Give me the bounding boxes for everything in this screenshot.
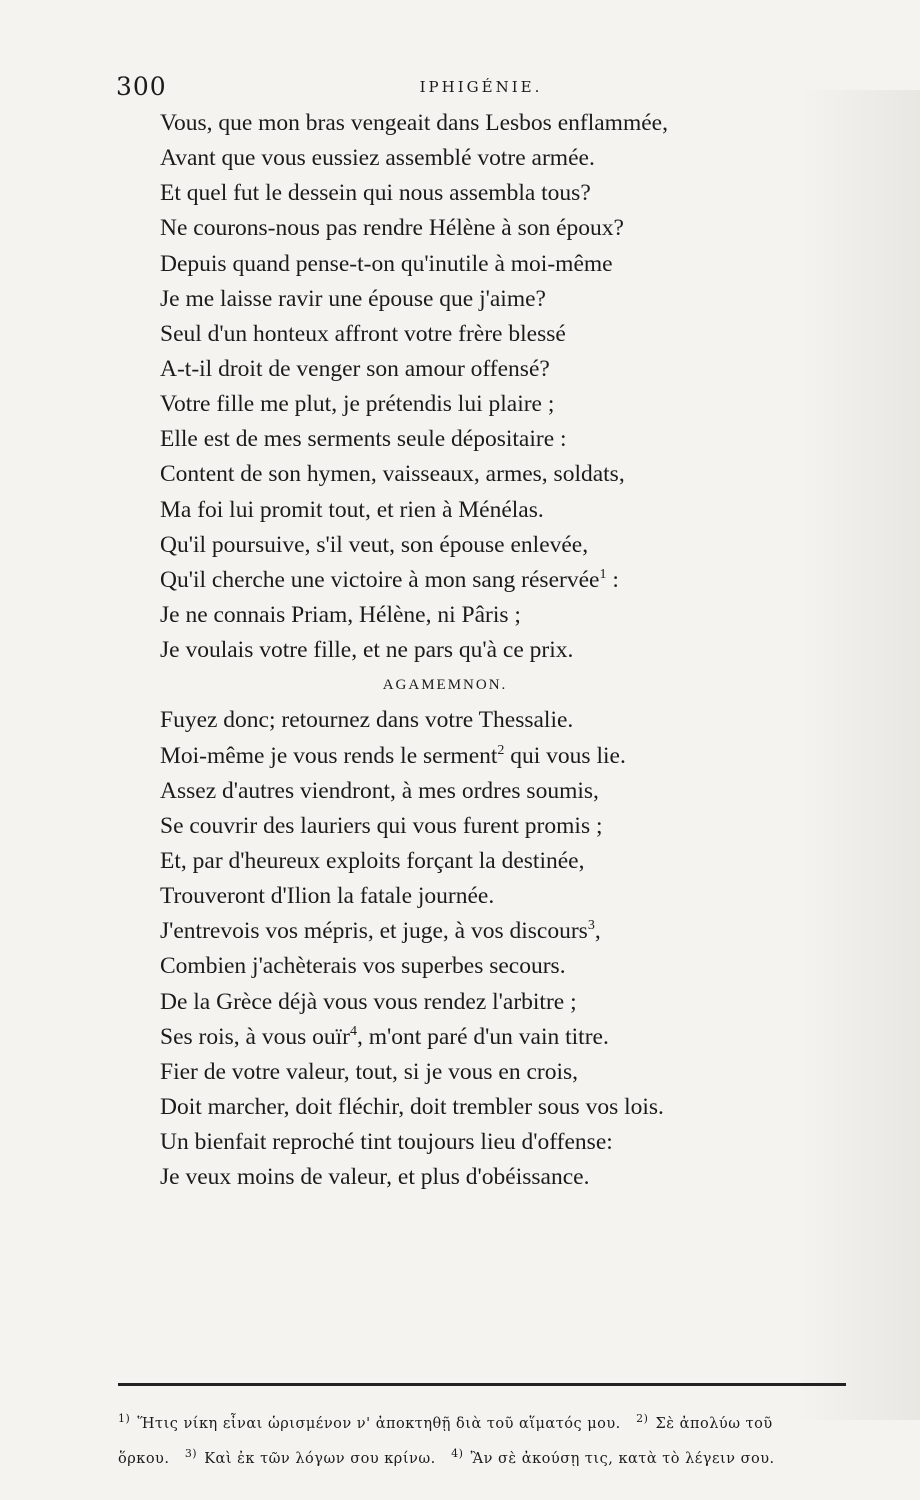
verse-line — [160, 493, 850, 528]
verse-line — [160, 949, 850, 984]
verse-text: A-t-il droit de venger son amour offensé? — [160, 355, 550, 382]
verse-text: Trouveront d'Ilion la fatale journée. — [160, 883, 495, 910]
verse-text: Je me laisse ravir une épouse que j'aime? — [160, 285, 546, 312]
verse-text: Moi-même je vous rends le serment — [160, 742, 498, 769]
verse-line — [160, 457, 850, 492]
verse-line — [160, 106, 850, 141]
verse-text: Je veux moins de valeur, et plus d'obéissance. — [160, 1164, 590, 1191]
verse-line — [160, 739, 850, 774]
verse-line — [160, 387, 850, 422]
footnote-mark-4: 4) — [451, 1446, 464, 1460]
verse-text: Se couvrir des lauriers qui vous furent promis ; — [160, 812, 603, 839]
verse-line — [160, 247, 850, 282]
footnote-line-1 — [118, 1404, 854, 1439]
verse-text: Elle est de mes serments seule dépositaire : — [160, 426, 567, 453]
verse-text: Votre fille me plut, je prétendis lui plaire ; — [160, 391, 555, 418]
footnote-mark-3: 3) — [184, 1446, 198, 1460]
verse-line — [160, 211, 850, 246]
verse-text: Depuis quand pense-t-on qu'inutile à moi-même — [160, 250, 613, 277]
verse-text: Ses rois, à vous ouïr — [160, 1023, 350, 1050]
verse-line — [160, 703, 850, 738]
footnote-ref: 4 — [349, 1023, 357, 1039]
verse-line — [160, 352, 850, 387]
verse-text: Doit marcher, doit fléchir, doit trembler sous vos lois. — [160, 1093, 664, 1120]
verse-line — [160, 1125, 850, 1160]
verse-line — [160, 528, 850, 563]
footnote-2-part-a: Σὲ ἀπολύω τοῦ — [655, 1415, 773, 1432]
verse-line — [160, 141, 850, 176]
page-header — [116, 72, 846, 108]
verse-text: Qu'il poursuive, s'il veut, son épouse enlevée, — [160, 531, 589, 558]
verse-text: J'entrevois vos mépris, et juge, à vos discours — [160, 918, 588, 945]
footnote-2-part-b: ὅρκου. — [118, 1450, 170, 1467]
verse-line — [160, 1090, 850, 1125]
verse-line — [160, 282, 850, 317]
footnote-4: Ἂν σὲ ἀκούσῃ τις, κατὰ τὸ λέγειν σου. — [470, 1450, 775, 1467]
verse-line — [160, 176, 850, 211]
verse-line — [160, 1020, 850, 1055]
verse-block — [160, 106, 850, 1195]
verse-text: Combien j'achèterais vos superbes secours. — [160, 953, 566, 980]
verse-text: Qu'il cherche une victoire à mon sang réservée — [160, 566, 600, 593]
verse-text-cont: : — [606, 566, 619, 593]
verse-text: Je voulais votre fille, et ne pars qu'à ce prix. — [160, 637, 574, 664]
verse-text: Assez d'autres viendront, à mes ordres soumis, — [160, 777, 599, 804]
verse-text: Seul d'un honteux affront votre frère blessé — [160, 320, 566, 347]
verse-line — [160, 563, 850, 598]
verse-text: De la Grèce déjà vous vous rendez l'arbitre ; — [160, 988, 577, 1015]
footnote-ref: 3 — [587, 918, 595, 934]
verse-line — [160, 774, 850, 809]
verse-text-cont: qui vous lie. — [504, 742, 626, 769]
footnote-rule — [118, 1383, 846, 1386]
verse-line — [160, 633, 850, 668]
verse-line — [160, 985, 850, 1020]
footnote-mark-2: 2) — [636, 1412, 649, 1425]
verse-text-cont: , — [594, 918, 601, 945]
footnote-ref: 1 — [599, 567, 607, 582]
footnote-1: Ἥτις νίκη εἶναι ὡρισμένον ν' ἀποκτηθῇ διὰ τοῦ αἵματός μου. — [137, 1415, 621, 1432]
footnote-3: Καὶ ἐκ τῶν λόγων σου κρίνω. — [204, 1450, 436, 1467]
verse-text: Ma foi lui promit tout, et rien à Ménélas. — [160, 496, 544, 523]
verse-text: Un bienfait reproché tint toujours lieu d'offense: — [160, 1129, 613, 1156]
verse-line — [160, 914, 850, 949]
verse-text: Ne courons-nous pas rendre Hélène à son époux? — [160, 215, 624, 242]
verse-line — [160, 844, 850, 879]
page-number: 300 — [116, 72, 167, 101]
verse-text: Je ne connais Priam, Hélène, ni Pâris ; — [160, 601, 521, 628]
footnotes — [118, 1404, 854, 1474]
running-title: IPHIGÉNIE. — [419, 78, 543, 96]
verse-line — [160, 1160, 850, 1195]
verse-text: Fuyez donc; retournez dans votre Thessalie. — [160, 707, 574, 734]
speaker-name: AGAMEMNON. — [382, 677, 508, 694]
verse-text: Et quel fut le dessein qui nous assembla tous? — [160, 180, 591, 207]
footnote-ref: 2 — [497, 742, 505, 758]
verse-text: Vous, que mon bras vengeait dans Lesbos enflammée, — [160, 110, 668, 136]
verse-text: Content de son hymen, vaisseaux, armes, soldats, — [160, 461, 625, 488]
footnote-mark-1: 1) — [118, 1412, 131, 1425]
verse-line — [160, 598, 850, 633]
verse-line — [160, 422, 850, 457]
verse-line — [160, 809, 850, 844]
verse-text-cont: , m'ont paré d'un vain titre. — [356, 1023, 609, 1050]
verse-line — [160, 879, 850, 914]
verse-text: Fier de votre valeur, tout, si je vous en crois, — [160, 1058, 579, 1085]
verse-line — [160, 1055, 850, 1090]
footnote-line-2 — [118, 1439, 854, 1474]
verse-text: Et, par d'heureux exploits forçant la destinée, — [160, 847, 585, 874]
verse-line — [160, 317, 850, 352]
verse-text: Avant que vous eussiez assemblé votre armée. — [160, 145, 595, 172]
